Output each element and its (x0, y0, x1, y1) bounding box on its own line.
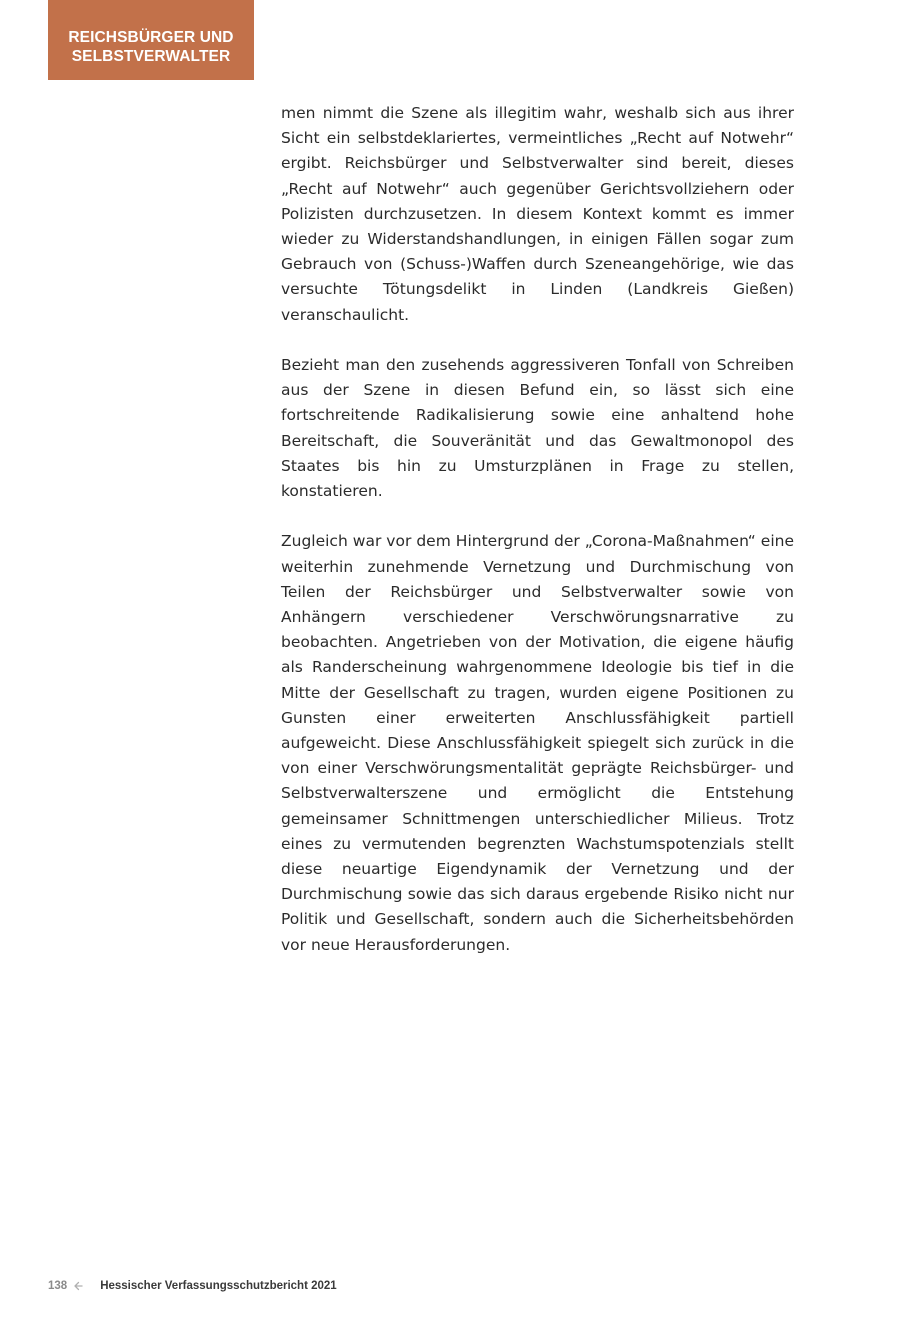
paragraph-3: Zugleich war vor dem Hintergrund der „Corona-Maßnahmen“ eine weiterhin zunehmende Vernetzung und Durchmischung von Teilen der Reichsbürger und Selbstverwalter sowie von Anhängern verschiedener Verschwörungsnarrative zu beobachten. Angetrieben von der Motivation, die eigene häufig als Randerscheinung wahrgenommene Ideologie bis tief in die Mitte der Gesellschaft zu tragen, wurden eigene Positionen zu Gunsten einer erweiterten Anschlussfähigkeit partiell aufgeweicht. Diese Anschlussfähigkeit spiegelt sich zurück in die von einer Verschwörungsmentalität geprägte Reichsbürger- und Selbstverwalterszene und ermöglicht die Entstehung gemeinsamer Schnittmengen unterschiedlicher Milieus. Trotz eines zu vermutenden begrenzten Wachstumspotenzials stellt diese neuartige Eigendynamik der Vernetzung und der Durchmischung sowie das sich daraus ergebende Risiko nicht nur Politik und Gesellschaft, sondern auch die Sicherheitsbehörden vor neue Herausforderungen. (281, 532, 794, 954)
report-title: Hessischer Verfassungsschutzbericht 2021 (100, 1280, 337, 1292)
page-number: 138 (48, 1280, 68, 1292)
arrow-left-icon (73, 1281, 83, 1291)
body-text (281, 101, 794, 983)
section-tab-title-line1: REICHSBÜRGER UND (68, 29, 234, 46)
section-tab (48, 0, 254, 80)
paragraph-1: men nimmt die Szene als illegitim wahr, weshalb sich aus ihrer Sicht ein selbstdeklariertes, vermeintliches „Recht auf Notwehr“ ergibt. Reichsbürger und Selbstverwalter sind bereit, dieses „Recht auf Notwehr“ auch gegenüber Gerichtsvollziehern oder Polizisten durchzusetzen. In diesem Kontext kommt es immer wieder zu Widerstandshandlungen, in einigen Fällen sogar zum Gebrauch von (Schuss-)Waffen durch Szeneangehörige, wie das versuchte Tötungsdelikt in Linden (Landkreis Gießen) veranschaulicht. (281, 104, 794, 324)
section-tab-title-line2: SELBSTVERWALTER (71, 48, 231, 65)
page-footer (48, 1277, 337, 1295)
paragraph-2: Bezieht man den zusehends aggressiveren Tonfall von Schreiben aus der Szene in diesen Befund ein, so lässt sich eine fortschreitende Radikalisierung sowie eine anhaltend hohe Bereitschaft, die Souveränität und das Gewaltmonopol des Staates bis hin zu Umsturzplänen in Frage zu stellen, konstatieren. (281, 356, 794, 501)
